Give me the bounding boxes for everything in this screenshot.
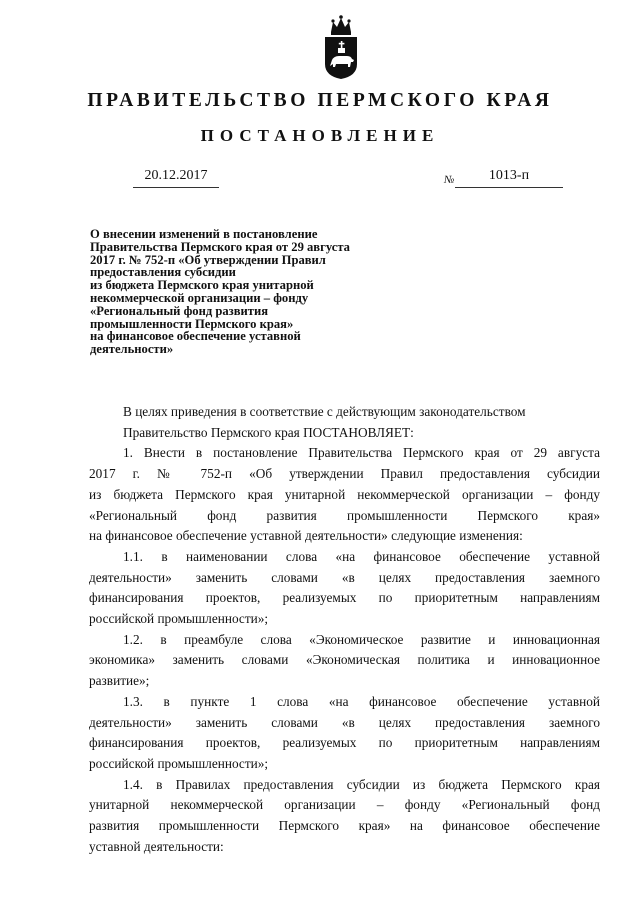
subject-line: «Региональный фонд развития: [90, 303, 269, 318]
body-line: «Региональный фонд развития промышленности Пермского края»: [89, 507, 600, 523]
body-line: уставной деятельности:: [89, 838, 224, 854]
subject-line: 2017 г. № 752-п «Об утверждении Правил: [90, 252, 326, 267]
body-line: финансирования проектов, реализуемых по приоритетным направлениям: [89, 735, 600, 751]
body-line: развитие»;: [89, 673, 150, 689]
government-title: ПРАВИТЕЛЬСТВО ПЕРМСКОГО КРАЯ: [87, 90, 553, 111]
body-line: 2017 г. № 752-п «Об утверждении Правил предоставления субсидии: [89, 466, 600, 482]
coat-of-arms-icon: [323, 14, 359, 80]
body-line: развития промышленности Пермского края» на финансовое обеспечение: [89, 818, 600, 834]
document-subject: [90, 228, 410, 356]
body-line: 1.2. в преамбуле слова «Экономическое развитие и инновационная: [123, 631, 600, 647]
subject-line: Правительства Пермского края от 29 августа: [90, 239, 350, 254]
body-line: 1.1. в наименовании слова «на финансовое обеспечение уставной: [123, 548, 600, 564]
body-line: экономика» заменить словами «Экономическая политика и инновационное: [89, 652, 600, 668]
subject-line: деятельности»: [90, 342, 174, 357]
body-line: финансирования проектов, реализуемых по приоритетным направлениям: [89, 590, 600, 606]
subject-line: некоммерческой организации – фонду: [90, 290, 309, 305]
subject-line: из бюджета Пермского края унитарной: [90, 278, 314, 293]
document-type-title: ПОСТАНОВЛЕНИЕ: [200, 126, 440, 145]
body-line: российской промышленности»;: [89, 755, 269, 771]
subject-line: предоставления субсидии: [90, 265, 236, 280]
body-line: российской промышленности»;: [89, 611, 269, 627]
body-line: 1.4. в Правилах предоставления субсидии из бюджета Пермского края: [123, 776, 600, 792]
body-line: деятельности» заменить словами «в целях предоставления заемного: [89, 569, 600, 585]
body-line: 1.3. в пункте 1 слова «на финансовое обеспечение уставной: [123, 693, 600, 709]
subject-line: промышленности Пермского края»: [90, 316, 294, 331]
body-line: унитарной некоммерческой организации – фонду «Региональный фонд: [89, 797, 600, 813]
document-number: 1013-п: [455, 167, 563, 188]
document-date: 20.12.2017: [133, 167, 219, 188]
number-sign: №: [444, 174, 455, 186]
subject-line: О внесении изменений в постановление: [90, 227, 318, 241]
body-line: из бюджета Пермского края унитарной некоммерческой организации – фонду: [89, 486, 600, 502]
body-line: Правительство Пермского края ПОСТАНОВЛЯЕТ:: [123, 424, 414, 440]
body-line: на финансовое обеспечение уставной деятельности» следующие изменения:: [89, 528, 523, 544]
body-line: В целях приведения в соответствие с действующим законодательством: [123, 404, 526, 419]
body-line: деятельности» заменить словами «в целях предоставления заемного: [89, 714, 600, 730]
subject-line: на финансовое обеспечение уставной: [90, 329, 301, 344]
document-body: [89, 402, 600, 857]
body-line: 1. Внести в постановление Правительства Пермского края от 29 августа: [123, 445, 600, 461]
